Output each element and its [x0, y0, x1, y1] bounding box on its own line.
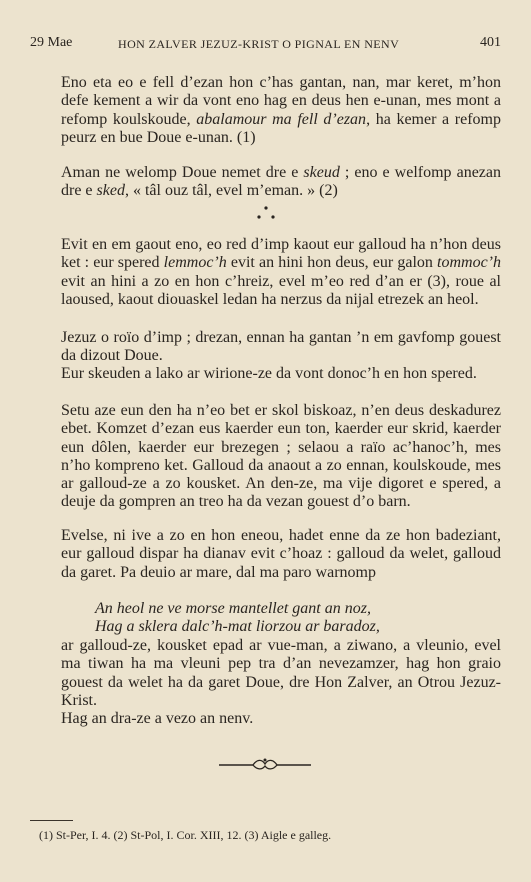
para7-text: Evelse, ni ive a zo en hon eneou, hadet enne da ze hon badeziant, eur galloud dispar ha dianav evit c’hoaz : galloud da welet, galloud da garet. Pa deuio ar mare, dal ma paro warnomp: [61, 527, 501, 581]
para9-text: Hag an dra-ze a vezo an nenv.: [61, 710, 254, 727]
paragraph-9: [61, 710, 501, 728]
para2-text1: Aman ne welomp Doue nemet dre e: [61, 164, 304, 181]
para6-text: Setu aze eun den ha n’eo bet er skol biskoaz, n’en deus deskadurez ebet. Komzet d’ezan eus kaerder eun ton, kaerder eur skrid, kaerder eun dôlen, kaerder eur brezegen ; selaou a raïo ac’hanoc’h, mes n’ho kompreno ket. Galloud da anaout a zo ennan, koulskoude, mes ar galloud-ze a zo kousket. An den-ze, ma vije digoret e spered, a deuje da gompren an treo ha da vezan gouest d’o barn.: [61, 402, 501, 511]
para8-text: ar galloud-ze, kousket epad ar vue-man, a ziwano, a vleunio, evel ma tiwan ha ma vleuni pep tra d’an nevezamzer, hag hon graio gouest da welet ha da garet Doue, dre Hon Zalver, an Otrou Jezuz-Krist.: [61, 637, 501, 709]
para1-italic: abalamour ma fell d’ezan: [196, 110, 367, 128]
para2-italic1: skeud: [303, 164, 340, 181]
tailpiece-ornament-icon: [215, 755, 315, 775]
paragraph-1: [61, 74, 501, 147]
footnote-rule: [30, 820, 73, 821]
para2-text2: ; eno e welfomp anezan dre e: [61, 164, 502, 200]
verse-line-2: Hag a sklera dalc’h-mat liorzou ar baradoz,: [95, 618, 380, 635]
paragraph-3: [61, 236, 501, 309]
para3-text3: evit an hini a zo en hon c’hreiz, evel m’eo red d’an er (3), roue al laoused, kaout diouaskel ledan ha nerzus da nijal etrezek an heol.: [61, 272, 501, 308]
paragraph-2: [61, 164, 501, 201]
page-number: 401: [480, 35, 501, 50]
para4-text: Jezuz o roïo d’imp ; drezan, ennan ha gantan ’n em gavfomp gouest da dizout Doue.: [61, 329, 501, 365]
para3-text1: Evit en em gaout eno, eo red d’imp kaout eur galloud ha n’hon deus ket : eur spered: [61, 236, 501, 272]
footnotes: (1) St-Per, I. 4. (2) St-Pol, I. Cor. XIII, 12. (3) Aigle e galleg.: [39, 828, 332, 842]
running-header: [30, 34, 501, 52]
header-date: 29 Mae: [30, 35, 73, 50]
paragraph-7: [61, 527, 501, 582]
section-asterism: [0, 205, 531, 221]
para2-text3: , « tâl ouz tâl, evel m’eman. » (2): [124, 182, 338, 200]
paragraph-4: [61, 329, 501, 366]
header-title: HON ZALVER JEZUZ-KRIST O PIGNAL EN NENV: [118, 37, 400, 51]
para5-text: Eur skeuden a lako ar wirione-ze da vont donoc’h en hon spered.: [61, 365, 477, 382]
para2-italic2: sked: [96, 182, 125, 200]
paragraph-6: [61, 402, 501, 512]
para3-italic2: tommoc’h: [437, 254, 501, 272]
paragraph-5: [61, 365, 501, 383]
verse-line-1: An heol ne ve morse mantellet gant an noz,: [95, 600, 371, 617]
para3-text2: evit an hini hon deus, eur galon: [226, 254, 438, 272]
para1-text1: Eno eta eo e fell d’ezan hon c’has gantan, nan, mar keret, m’hon defe kement a wir da vont eno hag en deus hen e-unan, mes mont a refomp koulskoude,: [61, 74, 501, 128]
paragraph-8: [61, 637, 501, 710]
para1-text2: , ha kemer a refomp peurz en bue Doue e-unan. (1): [61, 110, 502, 146]
para3-italic1: lemmoc’h: [163, 254, 227, 272]
asterism-icon: [254, 205, 278, 221]
